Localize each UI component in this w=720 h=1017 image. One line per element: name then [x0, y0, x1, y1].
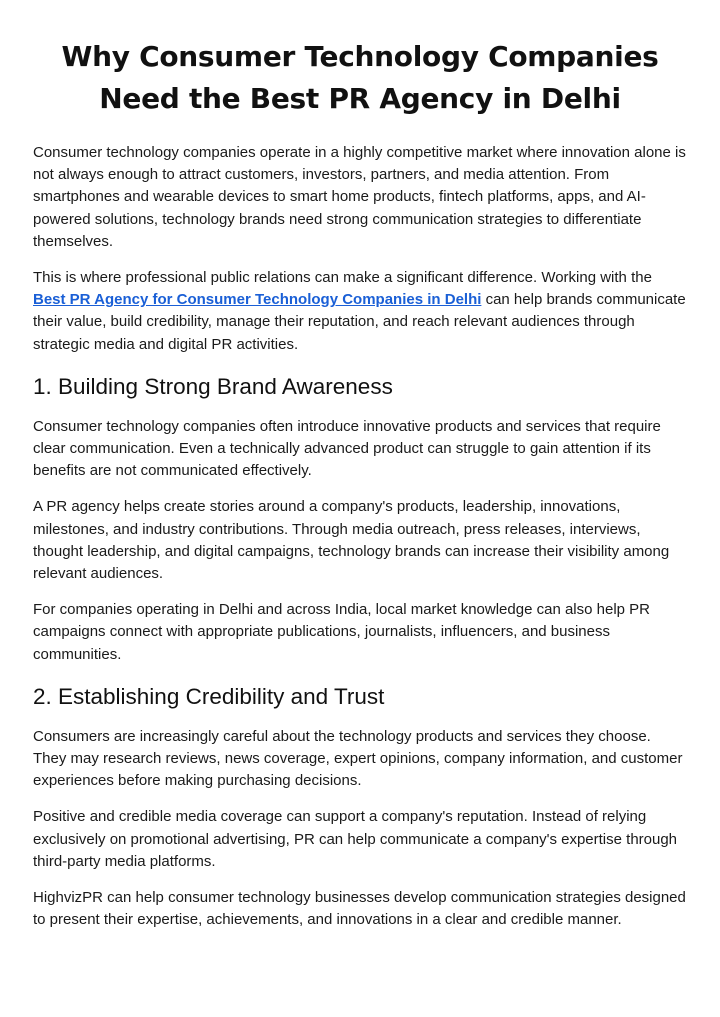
intro-paragraph-2-text-after: can help brands communicate their value, build credibility, manage their reputation, and reach relevant audiences through strategic media and digital PR activities. — [33, 291, 686, 353]
section-2-heading: 2. Establishing Credibility and Trust — [33, 683, 385, 709]
page-title: Why Consumer Technology Companies Need the Best PR Agency in Delhi — [61, 40, 659, 115]
intro-paragraph-2-text-before: This is where professional public relations can make a significant difference. Working with the — [33, 269, 652, 287]
intro-paragraph-2 — [33, 267, 687, 356]
document-page — [33, 36, 687, 945]
intro-paragraph-1: Consumer technology companies operate in a highly competitive market where innovation alone is not always enough to attract customers, investors, partners, and media attention. From smartphones and wearable devices to smart home products, fintech platforms, apps, and AI-powered solutions, technology brands need strong communication strategies to differentiate themselves. — [33, 144, 686, 250]
section-1-paragraph-1: Consumer technology companies often introduce innovative products and services that require clear communication. Even a technically advanced product can struggle to gain attention if its benefits are not communicated effectively. — [33, 417, 661, 480]
section-1-paragraph-3: For companies operating in Delhi and across India, local market knowledge can also help PR campaigns connect with appropriate publications, journalists, influencers, and business communities. — [33, 601, 650, 663]
section-2-paragraph-2: Positive and credible media coverage can support a company's reputation. Instead of relying exclusively on promotional advertising, PR can help communicate a company's expertise through third-party media platforms. — [33, 808, 678, 870]
best-pr-agency-link[interactable]: Best PR Agency for Consumer Technology Companies in Delhi — [33, 291, 482, 309]
section-2-paragraph-1: Consumers are increasingly careful about the technology products and services they choose. They may research reviews, news coverage, expert opinions, company information, and customer experiences before making purchasing decisions. — [33, 727, 683, 790]
section-1-heading: 1. Building Strong Brand Awareness — [33, 373, 393, 399]
section-2-paragraph-3: HighvizPR can help consumer technology businesses develop communication strategies designed to present their expertise, achievements, and innovations in a clear and credible manner. — [33, 889, 686, 929]
section-1-paragraph-2: A PR agency helps create stories around a company's products, leadership, innovations, milestones, and industry contributions. Through media outreach, press releases, interviews, thought leadership, and digital campaigns, technology brands can increase their visibility among relevant audiences. — [33, 498, 670, 583]
